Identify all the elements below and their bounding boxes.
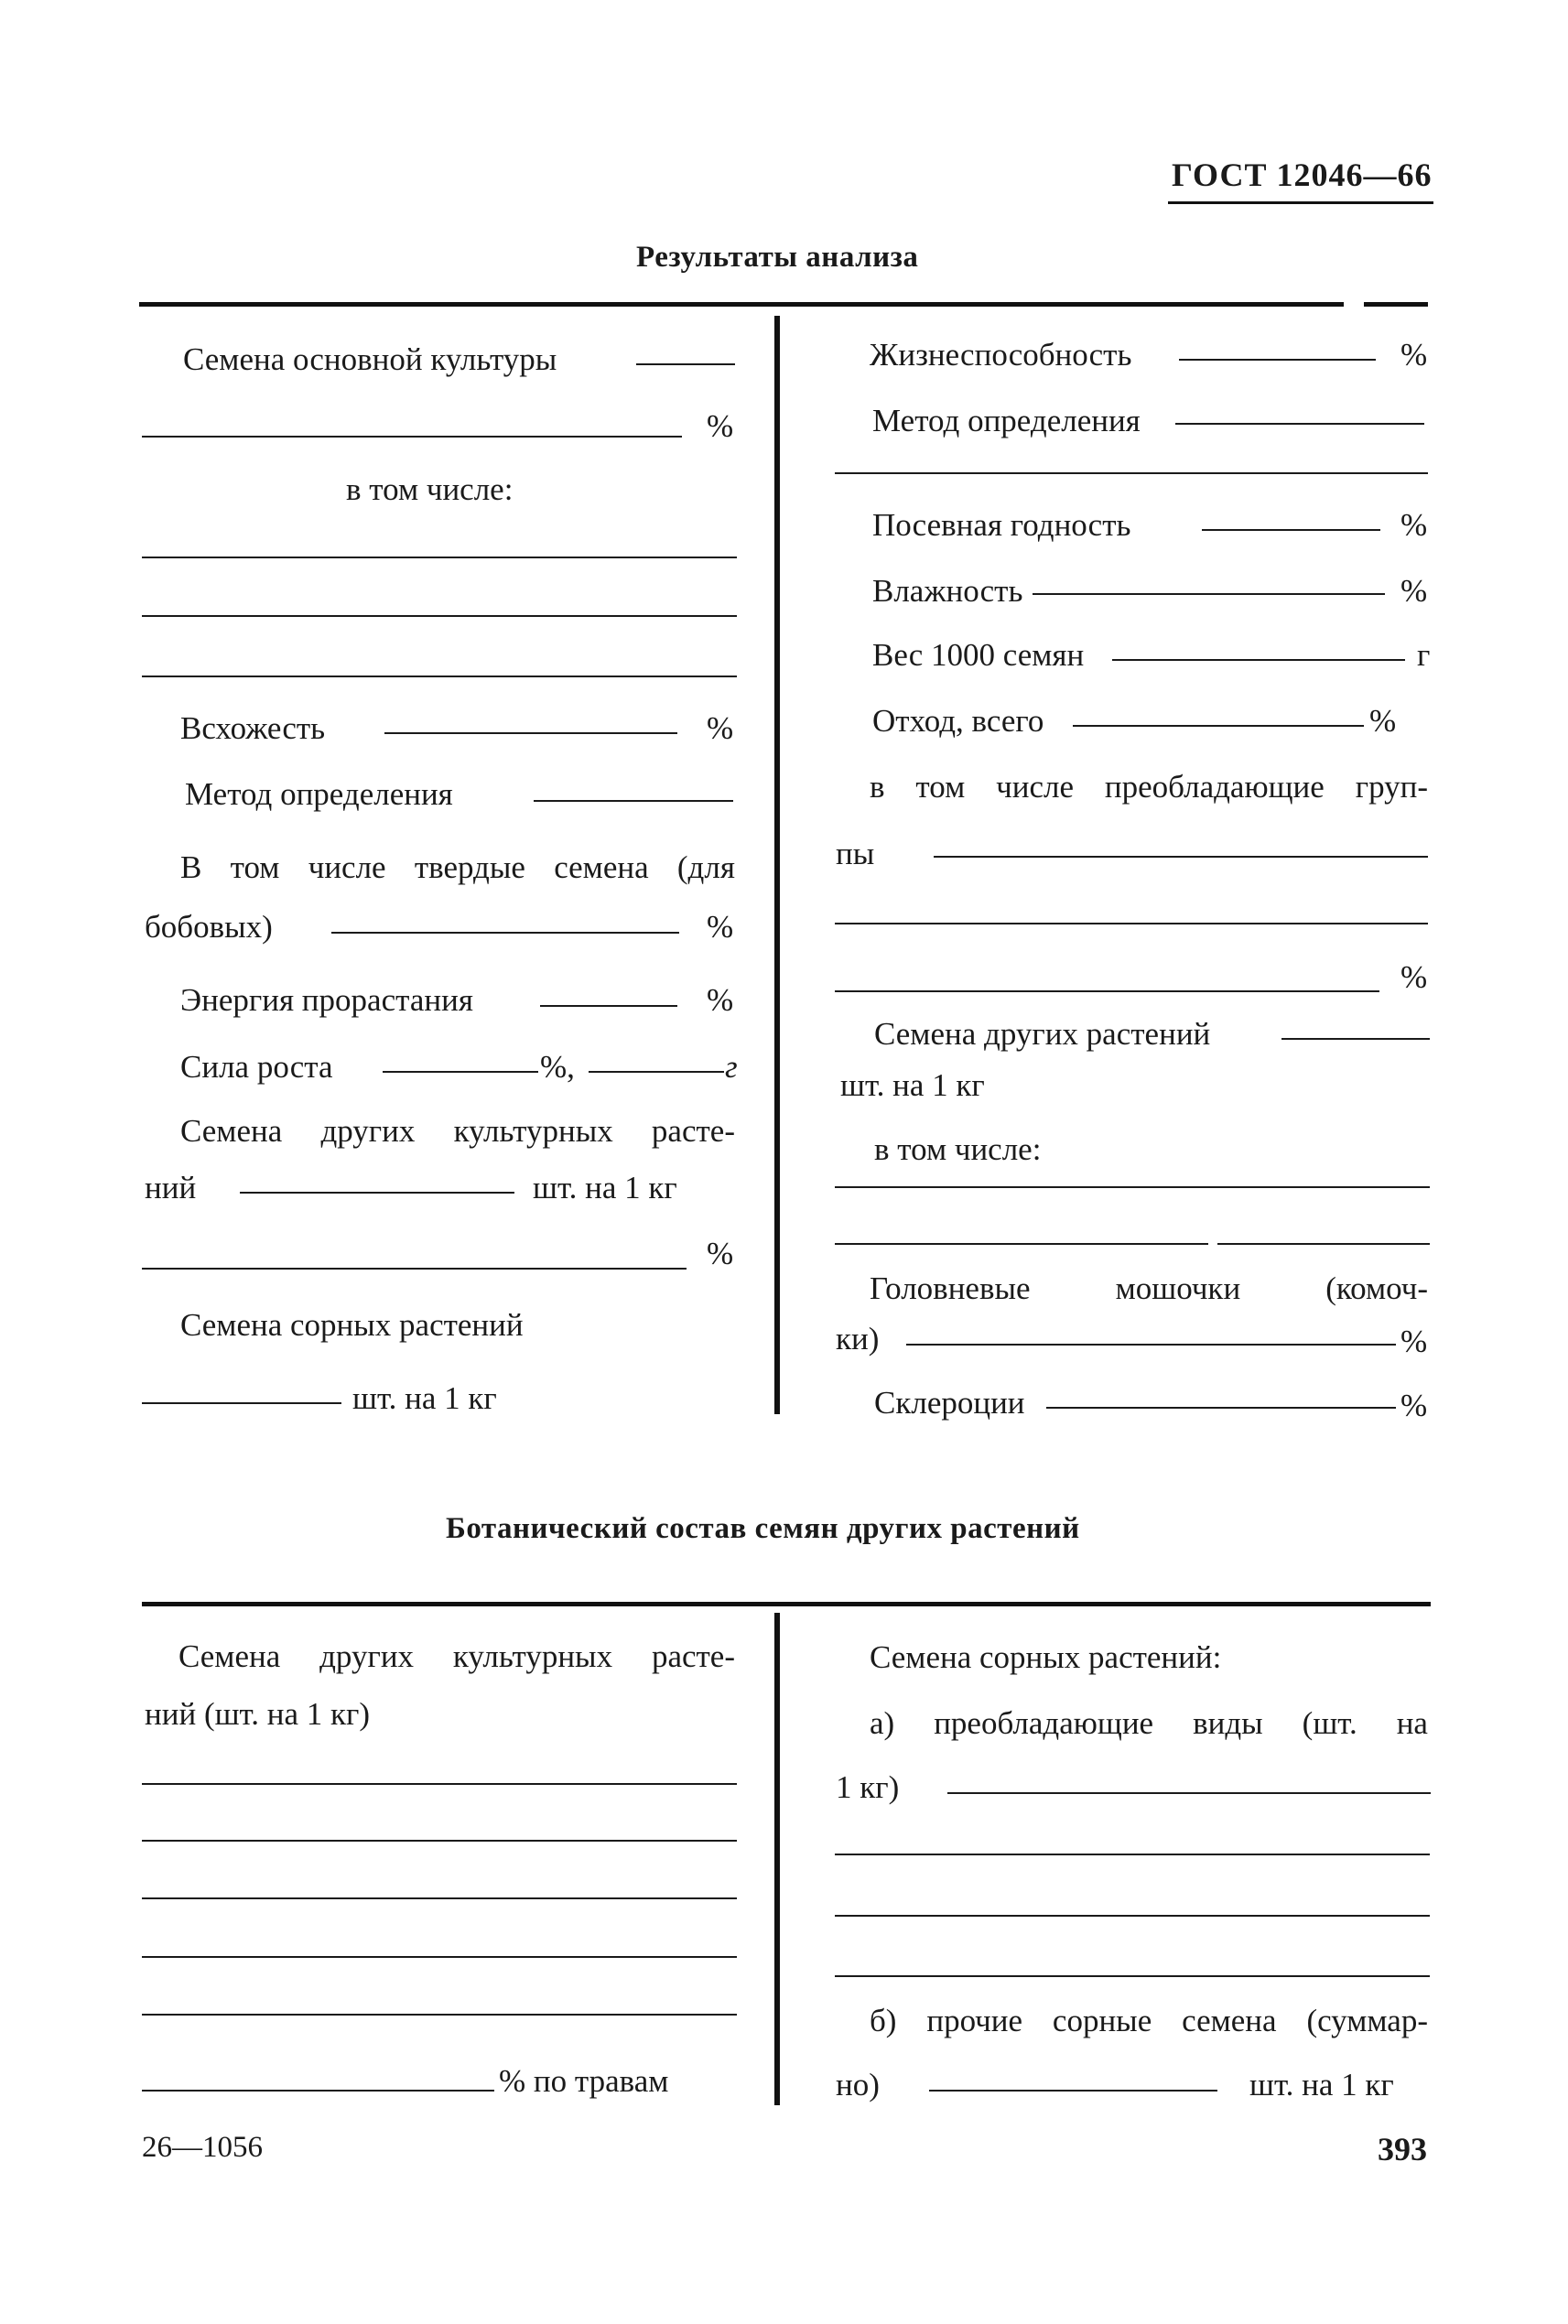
label-hard-seeds-cont: бобовых) <box>145 909 273 945</box>
label-germination: Всхожесть <box>180 710 326 746</box>
label-other-crop-botanical-cont: ний (шт. на 1 кг) <box>145 1696 370 1732</box>
percent-sign: % <box>1400 507 1428 543</box>
column-divider <box>774 1613 780 2105</box>
blank-line <box>835 1186 1430 1188</box>
blank-line <box>142 2014 737 2016</box>
blank-line <box>1073 725 1364 727</box>
unit-pcs-per-kg: шт. на 1 кг <box>840 1067 985 1103</box>
label-other-crop-botanical: Семена других культурных расте- <box>178 1638 735 1674</box>
label-other-weeds: б) прочие сорные семена (суммар- <box>870 2003 1428 2038</box>
blank-line <box>906 1344 1396 1346</box>
blank-line <box>835 1243 1208 1245</box>
blank-line <box>589 1071 724 1073</box>
blank-line <box>1179 359 1376 361</box>
label-moisture: Влажность <box>872 573 1023 609</box>
blank-line <box>947 1792 1431 1794</box>
blank-line <box>384 732 677 734</box>
blank-line <box>240 1192 514 1194</box>
document-id: ГОСТ 12046—66 <box>1172 157 1433 193</box>
blank-line <box>835 1915 1430 1917</box>
column-divider <box>774 1002 780 1414</box>
percent-sign: % <box>1400 1388 1428 1423</box>
blank-line <box>1202 529 1380 531</box>
column-divider <box>774 316 780 1006</box>
percent-sign: % <box>1400 1324 1428 1359</box>
blank-line <box>534 800 733 802</box>
blank-line <box>636 363 735 365</box>
blank-line <box>1175 423 1424 425</box>
blank-line <box>835 923 1428 924</box>
label-weed-seeds-title: Семена сорных растений: <box>870 1639 1222 1675</box>
vigor-percent-sep: %, <box>540 1049 575 1085</box>
section1-top-rule <box>139 302 1344 307</box>
blank-line <box>1046 1407 1396 1409</box>
blank-line <box>835 990 1379 992</box>
label-other-crop-cont: ний <box>145 1170 197 1205</box>
blank-line <box>929 2090 1217 2092</box>
unit-pcs-per-kg: шт. на 1 кг <box>352 1380 497 1416</box>
label-hard-seeds: В том числе твердые семена (для <box>180 849 735 885</box>
label-other-crop-seeds: Семена других культурных расте- <box>180 1113 735 1149</box>
blank-line <box>142 676 737 677</box>
label-sowing-quality: Посевная годность <box>872 507 1131 543</box>
unit-pcs-per-kg: шт. на 1 кг <box>533 1170 677 1205</box>
blank-line <box>142 1268 687 1270</box>
percent-sign: % <box>707 1236 734 1271</box>
label-smut: Головневые мошочки (комоч- <box>870 1270 1428 1306</box>
label-vigor: Сила роста <box>180 1049 333 1085</box>
label-groups-cont: пы <box>836 836 875 871</box>
blank-line <box>934 856 1428 858</box>
blank-line <box>1112 659 1405 661</box>
section1-top-rule-tail <box>1364 302 1428 307</box>
blank-line <box>142 1840 737 1842</box>
percent-sign: % <box>707 710 734 746</box>
label-weed-seeds: Семена сорных растений <box>180 1307 524 1343</box>
percent-sign: % <box>707 982 734 1018</box>
label-viability: Жизнеспособность <box>870 337 1132 373</box>
label-percent-grass: % по травам <box>499 2063 669 2099</box>
percent-sign: % <box>1400 337 1428 373</box>
blank-line <box>1281 1038 1430 1040</box>
blank-line <box>142 615 737 617</box>
percent-sign: % <box>707 909 734 945</box>
page-number: 393 <box>1378 2131 1427 2167</box>
section-title-results: Результаты анализа <box>636 241 919 274</box>
blank-line <box>383 1071 538 1073</box>
blank-line <box>835 472 1428 474</box>
section2-top-rule <box>142 1602 1431 1606</box>
blank-line <box>1217 1243 1430 1245</box>
footer-code: 26—1056 <box>142 2131 263 2164</box>
label-weight-1000: Вес 1000 семян <box>872 637 1085 673</box>
blank-line <box>142 1956 737 1958</box>
blank-line <box>142 1897 737 1899</box>
blank-line <box>142 557 737 558</box>
label-method: Метод определения <box>185 776 453 812</box>
label-sclerotia: Склероции <box>874 1385 1025 1421</box>
blank-line <box>142 1783 737 1785</box>
blank-line <box>835 1975 1430 1977</box>
blank-line <box>540 1005 677 1007</box>
label-method-right: Метод определения <box>872 403 1141 438</box>
percent-sign: % <box>707 408 734 444</box>
label-other-plants: Семена других растений <box>874 1016 1211 1052</box>
label-main-seeds: Семена основной культуры <box>183 341 557 377</box>
blank-line <box>835 1854 1430 1855</box>
percent-sign: % <box>1400 573 1428 609</box>
label-smut-cont: ки) <box>836 1321 880 1357</box>
blank-line <box>142 1402 341 1404</box>
blank-line <box>142 2090 494 2092</box>
vigor-unit: г <box>725 1049 738 1085</box>
label-including-right: в том числе: <box>874 1131 1042 1167</box>
label-including: в том числе: <box>346 471 514 507</box>
label-groups: в том числе преобладающие груп- <box>870 769 1428 805</box>
label-waste: Отход, всего <box>872 703 1044 739</box>
blank-line <box>331 932 679 934</box>
blank-line <box>142 436 682 438</box>
unit-pcs-per-kg: шт. на 1 кг <box>1249 2067 1394 2102</box>
percent-sign: % <box>1369 703 1397 739</box>
label-other-weeds-cont: но) <box>836 2067 880 2102</box>
weight-unit: г <box>1417 637 1431 673</box>
section-title-botanical: Ботанический состав семян других растений <box>446 1512 1080 1545</box>
blank-line <box>1033 593 1385 595</box>
percent-sign: % <box>1400 959 1428 995</box>
header-rule <box>1168 201 1433 204</box>
label-dominant-species: а) преобладающие виды (шт. на <box>870 1705 1428 1741</box>
label-energy: Энергия прорастания <box>180 982 473 1018</box>
label-dominant-species-cont: 1 кг) <box>836 1769 900 1805</box>
